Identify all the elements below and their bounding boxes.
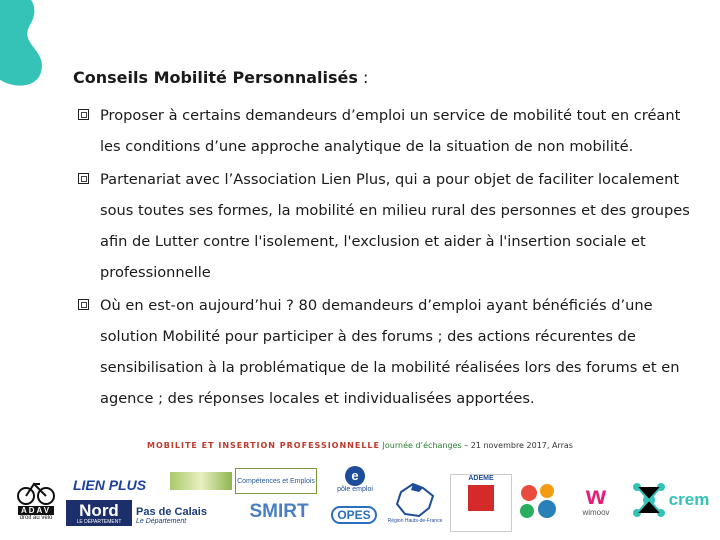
footer-event: MOBILITE ET INSERTION PROFESSIONNELLE [147,441,380,450]
slide-footer [0,441,720,450]
bullet-text: Où en est-on aujourd’hui ? 80 demandeurs d’emploi ayant bénéficiés d’une solution Mobilité pour participer à des forums ; des actions récurentes de sensibilisation à la problématique de la mobilité réalisées lors des forums et en agence ; des réponses locales et individualisées apportées. [100,297,680,407]
smirt-text: SMIRT [249,501,309,522]
wimoov-logo [568,474,624,524]
checkbox-bullet-icon [78,173,89,184]
ademe-emblem-icon [468,485,494,511]
opes-logo [330,502,378,528]
nord-logo [66,500,132,526]
bullet-text: Proposer à certains demandeurs d’emploi un service de mobilité tout en créant les conditions d’une approche analytique de la situation de non mobilité. [100,107,681,155]
checkbox-bullet-icon [78,109,89,120]
pole-emploi-logo [330,462,380,496]
lienplus-text: LIEN PLUS [72,477,147,493]
bullet-text: Partenariat avec l’Association Lien Plus, qui a pour objet de faciliter localement sous toutes ses formes, la mobilité en milieu rural des personnes et des groupes afin de Lutter contre l'isolement, l'exclusion et aider à l'insertion sociale et professionnelle [100,171,690,281]
slide-title-colon: : [357,68,369,87]
ademe-text: ADEME [468,475,494,482]
slide-title-text: Conseils Mobilité Personnalisés [73,68,358,87]
bullet-item [78,164,693,288]
bicycle-icon [16,476,56,506]
bullet-item [78,100,693,162]
wimoov-text: wimoov [582,507,610,517]
ambassadeurs-logo [514,478,564,528]
adav-text: ADAV [18,506,54,515]
crem-text: crem [668,490,710,509]
competences-logo [235,468,317,494]
smirt-logo [244,498,314,526]
lienplus-logo [62,474,157,496]
opes-text: OPES [331,506,376,524]
bullet-item [78,290,693,414]
nord-subtext: LE DÉPARTEMENT [76,518,122,525]
landscape-logo [170,472,232,490]
footer-subtitle: Journée d’échanges [382,441,462,450]
pasdecalais-subtext: Le Département [136,517,187,525]
molecule-icon [629,475,669,525]
bullet-list [78,100,693,416]
region-text: Région Hauts-de-France [387,518,443,524]
pasdecalais-text: Pas de Calais [136,505,207,518]
wimoov-icon: w [585,479,607,510]
adav-subtext: droit au vélo [19,514,53,521]
pasdecalais-logo [136,500,214,530]
region-logo [384,474,446,532]
competences-text: Compétences et Emplois [237,477,315,485]
nord-text: Nord [79,500,119,520]
crem-logo [626,470,712,530]
pole-emploi-text: pôle emploi [337,485,373,493]
slide-title [73,68,368,87]
checkbox-bullet-icon [78,299,89,310]
footer-date: – 21 novembre 2017, Arras [461,441,573,450]
adav-logo [14,466,58,530]
france-map-icon [393,482,437,518]
pole-emploi-icon: e [345,466,365,486]
partner-logos [12,462,712,534]
ademe-logo [450,474,512,532]
colorful-circles-icon [515,479,563,527]
